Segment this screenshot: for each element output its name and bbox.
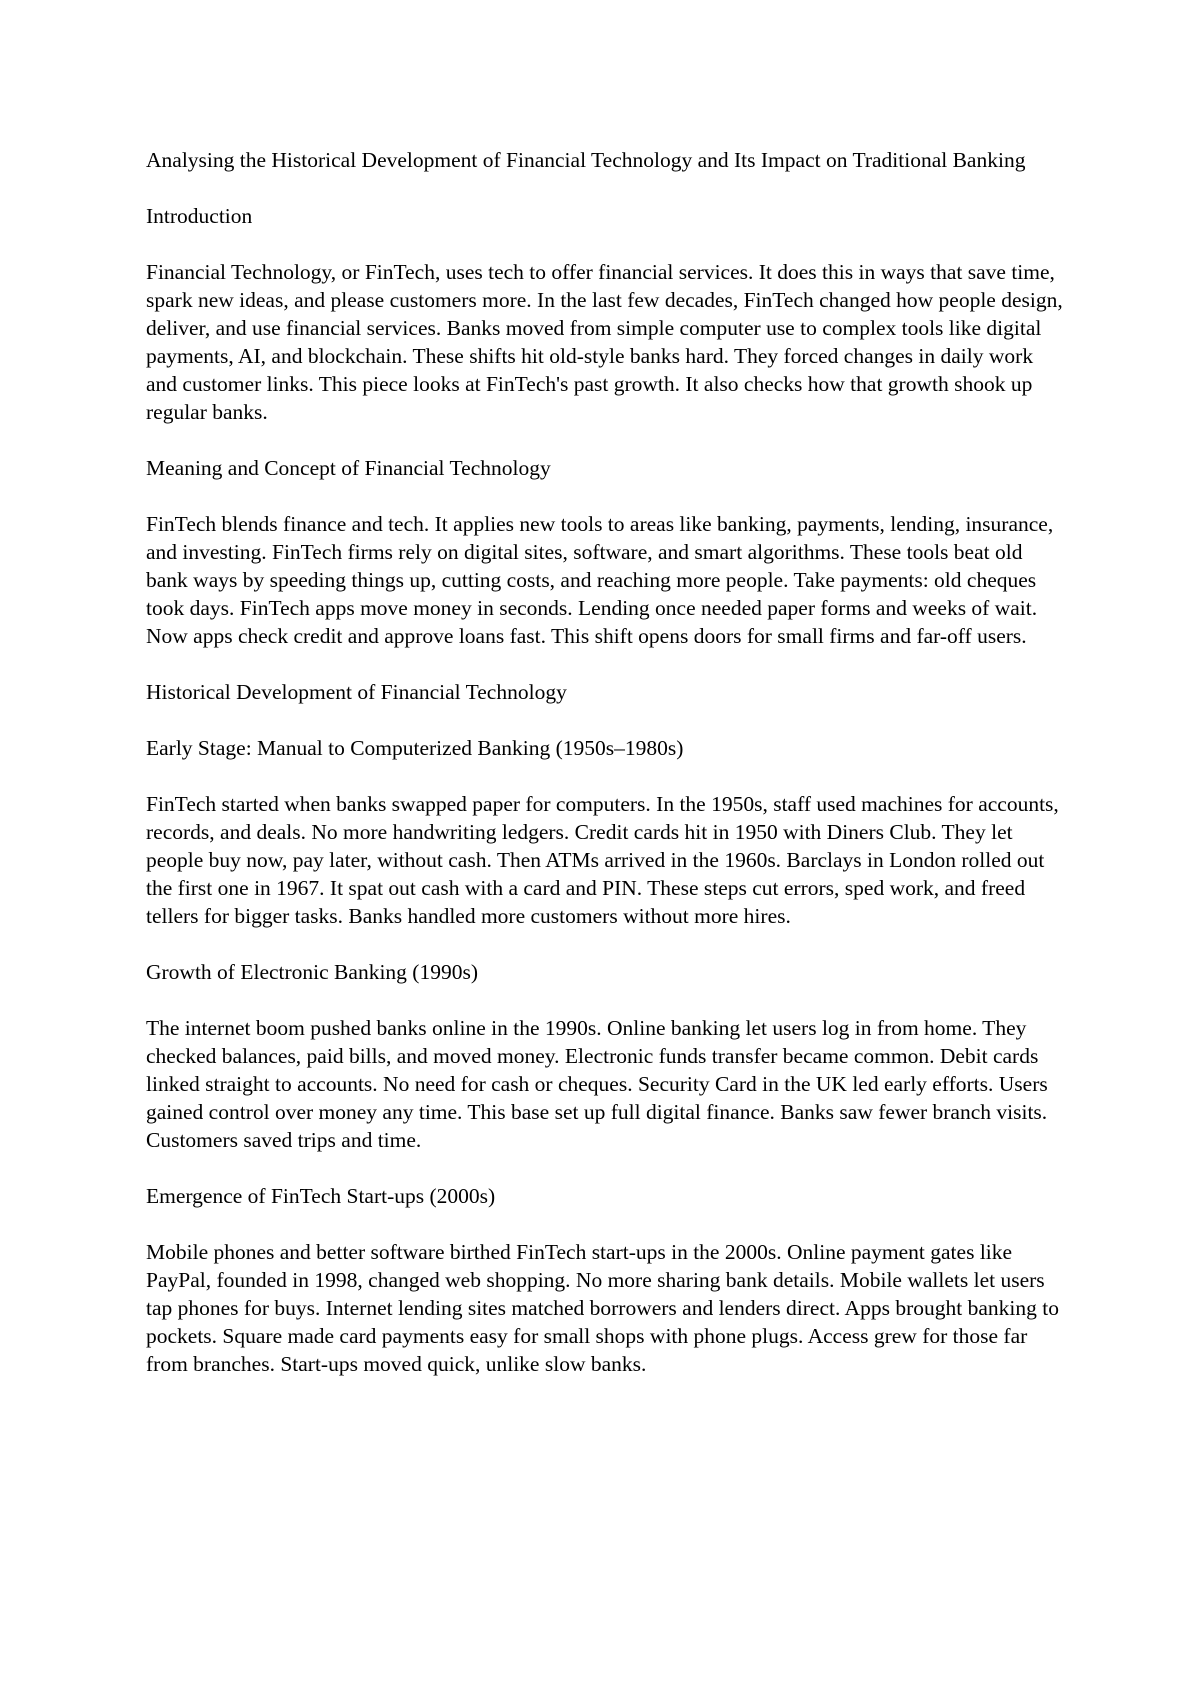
document-body <box>146 146 1066 1378</box>
meaning-heading: Meaning and Concept of Financial Technology <box>146 456 551 480</box>
early-stage-paragraph: FinTech started when banks swapped paper for computers. In the 1950s, staff used machines for accounts, records, and deals. No more handwriting ledgers. Credit cards hit in 1950 with Diners Club. They let people buy now, pay later, without cash. Then ATMs arrived in the 1960s. Barclays in London rolled out the first one in 1967. It spat out cash with a card and PIN. These steps cut errors, sped work, and freed tellers for bigger tasks. Banks handled more customers without more hires. <box>146 792 1059 928</box>
electronic-banking-heading: Growth of Electronic Banking (1990s) <box>146 960 478 984</box>
document-title: Analysing the Historical Development of Financial Technology and Its Impact on Traditional Banking <box>146 148 1026 172</box>
meaning-paragraph: FinTech blends finance and tech. It applies new tools to areas like banking, payments, lending, insurance, and investing. FinTech firms rely on digital sites, software, and smart algorithms. These tools beat old bank ways by speeding things up, cutting costs, and reaching more people. Take payments: old cheques took days. FinTech apps move money in seconds. Lending once needed paper forms and weeks of wait. Now apps check credit and approve loans fast. This shift opens doors for small firms and far-off users. <box>146 512 1054 648</box>
startups-heading: Emergence of FinTech Start-ups (2000s) <box>146 1184 496 1208</box>
introduction-heading: Introduction <box>146 204 253 228</box>
early-stage-heading: Early Stage: Manual to Computerized Banking (1950s–1980s) <box>146 736 684 760</box>
introduction-paragraph: Financial Technology, or FinTech, uses tech to offer financial services. It does this in ways that save time, spark new ideas, and please customers more. In the last few decades, FinTech changed how people design, deliver, and use financial services. Banks moved from simple computer use to complex tools like digital payments, AI, and blockchain. These shifts hit old-style banks hard. They forced changes in daily work and customer links. This piece looks at FinTech's past growth. It also checks how that growth shook up regular banks. <box>146 260 1063 424</box>
startups-paragraph: Mobile phones and better software birthed FinTech start-ups in the 2000s. Online payment gates like PayPal, founded in 1998, changed web shopping. No more sharing bank details. Mobile wallets let users tap phones for buys. Internet lending sites matched borrowers and lenders direct. Apps brought banking to pockets. Square made card payments easy for small shops with phone plugs. Access grew for those far from branches. Start-ups moved quick, unlike slow banks. <box>146 1240 1059 1376</box>
electronic-banking-paragraph: The internet boom pushed banks online in the 1990s. Online banking let users log in from home. They checked balances, paid bills, and moved money. Electronic funds transfer became common. Debit cards linked straight to accounts. No need for cash or cheques. Security Card in the UK led early efforts. Users gained control over money any time. This base set up full digital finance. Banks saw fewer branch visits. Customers saved trips and time. <box>146 1016 1048 1152</box>
history-heading: Historical Development of Financial Technology <box>146 680 567 704</box>
